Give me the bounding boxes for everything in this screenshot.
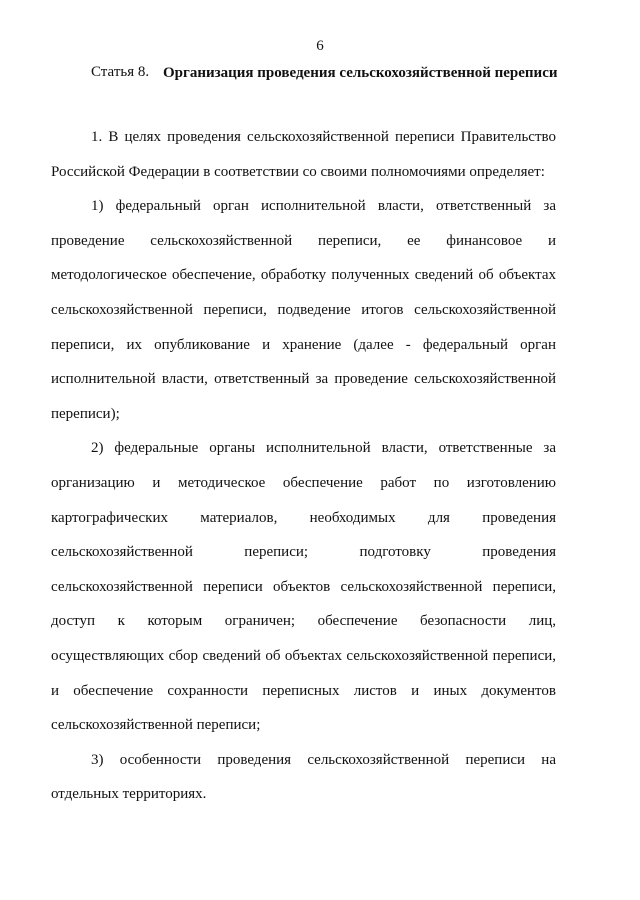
paragraph-1: 1. В целях проведения сельскохозяйственной переписи Правительство Российской Федерации в соответствии со своими полномочиями определяет: bbox=[51, 129, 556, 180]
article-label: Статья 8. bbox=[91, 64, 150, 80]
paragraph-item-1: 1) федеральный орган исполнительной власти, ответственный за проведение сельскохозяйственной переписи, ее финансовое и методологическое обеспечение, обработку полученных сведений об объектах сельскохозяйственной переписи, подведение итогов сельскохозяйственной переписи, их опубликование и хранение (далее - федеральный орган исполнительной власти, ответственный за проведение сельскохозяйственной переписи); bbox=[51, 198, 556, 422]
paragraph-item-2: 2) федеральные органы исполнительной власти, ответственные за организацию и методическое обеспечение работ по изготовлению картографических материалов, необходимых для проведения сельскохозяйственной переписи; подготовку проведения сельскохозяйственной переписи объектов сельскохозяйственной переписи, доступ к которым ограничен; обеспечение безопасности лиц, осуществляющих сбор сведений об объектах сельскохозяйственной переписи, и обеспечение сохранности переписных листов и иных документов сельскохозяйственной переписи; bbox=[51, 440, 556, 734]
article-title: Организация проведения сельскохозяйственной переписи bbox=[163, 65, 558, 81]
paragraph-item-3: 3) особенности проведения сельскохозяйственной переписи на отдельных территориях. bbox=[51, 751, 556, 803]
article-body bbox=[51, 120, 556, 812]
page-number: 6 bbox=[316, 38, 324, 54]
